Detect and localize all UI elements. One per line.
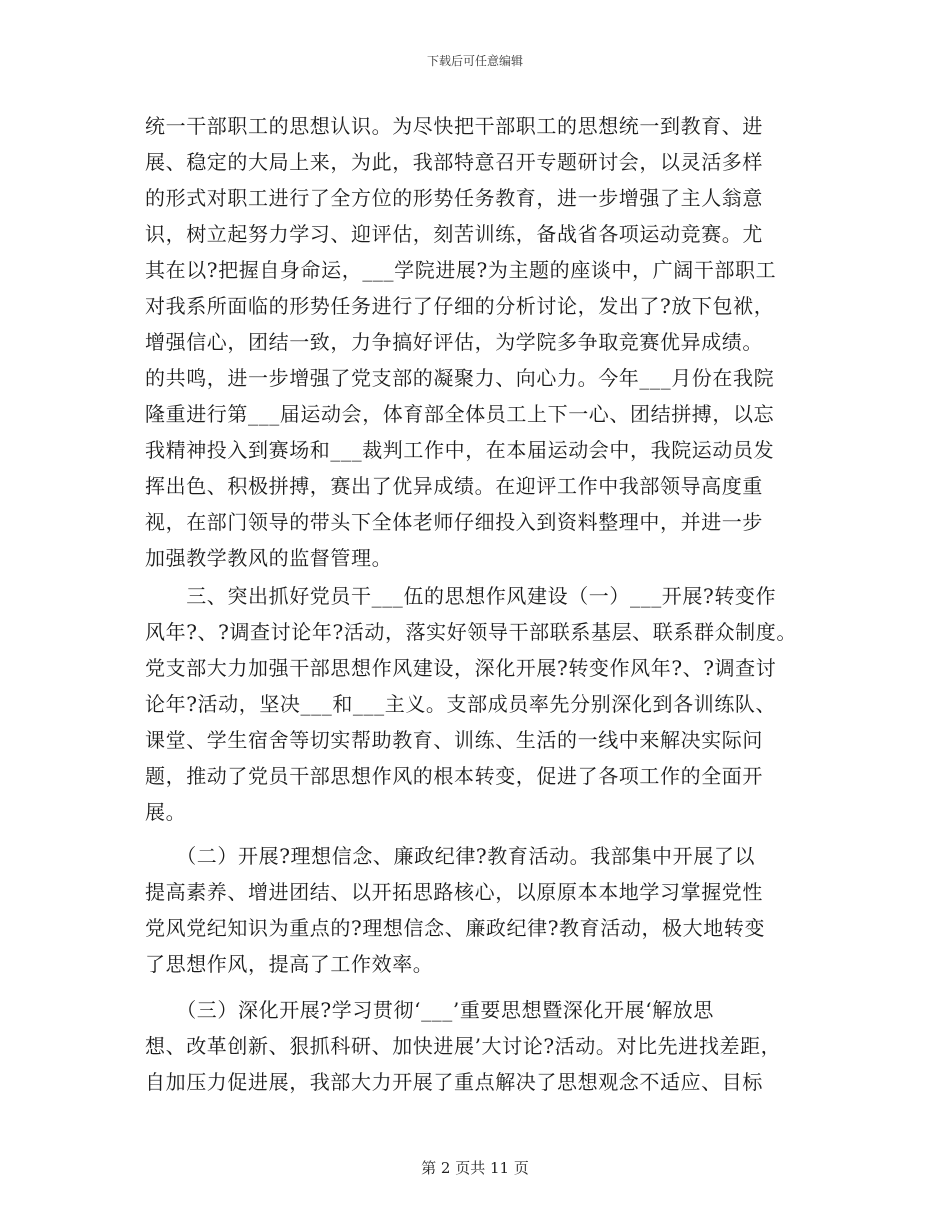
text-line: 挥出色、积极拼搏，赛出了优异成绩。在迎评工作中我部领导高度重 xyxy=(145,474,763,498)
page-header: 下载后可任意编辑 xyxy=(426,54,523,68)
text-line: 对我系所面临的形势任务进行了仔细的分析讨论，发出了?放下包袱， xyxy=(145,294,775,318)
text-line: 视，在部门领导的带头下全体老师仔细投入到资料整理中，并进一步 xyxy=(145,510,763,534)
text-line: 三、突出抓好党员干___伍的思想作风建设（一）___开展?转变作 xyxy=(145,584,777,608)
text-line: 加强教学教风的监督管理。 xyxy=(145,546,393,570)
text-line: 我精神投入到赛场和___裁判工作中，在本届运动会中，我院运动员发 xyxy=(145,438,775,462)
text-line: 提高素养、增进团结、以开拓思路核心，以原原本本地学习掌握党性 xyxy=(145,880,763,904)
text-line: 党风党纪知识为重点的?理想信念、廉政纪律?教育活动，极大地转变 xyxy=(145,916,766,940)
text-line: 增强信心，团结一致，力争搞好评估，为学院多争取竞赛优异成绩。 xyxy=(145,330,763,354)
text-line: 党支部大力加强干部思想作风建设，深化开展?转变作风年?、?调查讨 xyxy=(145,656,777,680)
text-line: 论年?活动，坚决___和___主义。支部成员率先分别深化到各训练队、 xyxy=(145,692,777,716)
text-line: 的形式对职工进行了全方位的形势任务教育，进一步增强了主人翁意 xyxy=(145,186,763,210)
text-line: 展、稳定的大局上来，为此，我部特意召开专题研讨会，以灵活多样 xyxy=(145,150,763,174)
text-line: 风年?、?调查讨论年?活动，落实好领导干部联系基层、联系群众制度。 xyxy=(145,620,797,644)
text-line: （三）深化开展?学习贯彻‘___’重要思想暨深化开展‘解放思 xyxy=(145,998,714,1022)
text-line: 的共鸣，进一步增强了党支部的凝聚力、向心力。今年___月份在我院 xyxy=(145,366,775,390)
text-line: 想、改革创新、狠抓科研、加快进展’大讨论?活动。对比先进找差距， xyxy=(145,1034,782,1058)
text-line: 展。 xyxy=(145,800,187,824)
text-line: 了思想作风，提高了工作效率。 xyxy=(145,952,434,976)
text-line: 课堂、学生宿舍等切实帮助教育、训练、生活的一线中来解决实际问 xyxy=(145,728,763,752)
text-line: 其在以?把握自身命运，___学院进展?为主题的座谈中，广阔干部职工 xyxy=(145,258,777,282)
text-line: 自加压力促进展，我部大力开展了重点解决了思想观念不适应、目标 xyxy=(145,1070,763,1094)
page-footer: 第 2 页共 11 页 xyxy=(421,1159,529,1177)
text-line: 识，树立起努力学习、迎评估，刻苦训练，备战省各项运动竞赛。尤 xyxy=(145,222,763,246)
text-line: 隆重进行第___届运动会，体育部全体员工上下一心、团结拼搏，以忘 xyxy=(145,402,775,426)
text-line: 统一干部职工的思想认识。为尽快把干部职工的思想统一到教育、进 xyxy=(145,114,763,138)
text-line: （二）开展?理想信念、廉政纪律?教育活动。我部集中开展了以 xyxy=(145,844,756,868)
text-line: 题，推动了党员干部思想作风的根本转变，促进了各项工作的全面开 xyxy=(145,764,763,788)
